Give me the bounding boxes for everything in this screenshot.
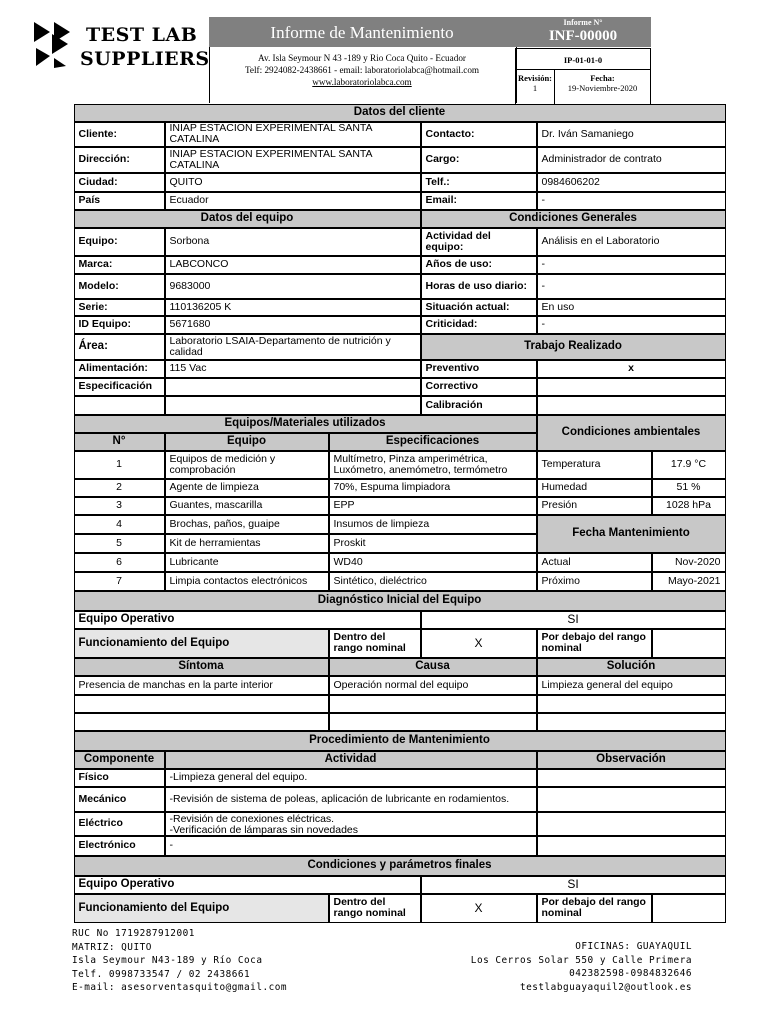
criticidad-label: Criticidad: <box>421 316 537 334</box>
final-debajo-mark <box>652 894 726 923</box>
modelo-label: Modelo: <box>74 274 165 299</box>
col-header-causa: Causa <box>329 658 537 676</box>
equipo-value: Sorbona <box>165 228 421 256</box>
electronico-activity: - <box>165 836 537 856</box>
header-address: Av. Isla Seymour N 43 -189 y Rio Coca Quito - Ecuador <box>258 53 466 63</box>
equipment-section-title: Datos del equipo <box>74 210 421 228</box>
blank-cell <box>329 695 537 713</box>
contacto-label: Contacto: <box>421 122 537 147</box>
electrico-label: Eléctrico <box>74 812 165 836</box>
cargo-label: Cargo: <box>421 147 537 173</box>
fisico-label: Físico <box>74 769 165 787</box>
material-number: 6 <box>74 553 165 572</box>
col-header-number: N° <box>74 433 165 451</box>
especificacion-label: Especificación <box>74 378 165 396</box>
situacion-value: En uso <box>537 299 726 316</box>
diag-dentro-mark: X <box>421 629 537 658</box>
col-header-solucion: Solución <box>537 658 726 676</box>
material-equipo: Lubricante <box>165 553 329 572</box>
mecanico-observation <box>537 787 726 812</box>
temperatura-label: Temperatura <box>537 451 652 479</box>
material-equipo: Equipos de medición y comprobación <box>165 451 329 479</box>
diag-funcionamiento-label: Funcionamiento del Equipo <box>74 629 329 658</box>
fisico-activity: -Limpieza general del equipo. <box>165 769 537 787</box>
anos-label: Años de uso: <box>421 256 537 274</box>
serie-value: 110136205 K <box>165 299 421 316</box>
electrico-activity-line: -Verificación de lámparas sin novedades <box>169 823 359 836</box>
col-header-actividad: Actividad <box>165 751 537 769</box>
maint-date-section-title: Fecha Mantenimiento <box>537 515 726 553</box>
horas-value: - <box>537 274 726 299</box>
client-section-title: Datos del cliente <box>74 104 726 122</box>
cliente-value: INIAP ESTACION EXPERIMENTAL SANTA CATALINA <box>165 122 421 147</box>
ciudad-label: Ciudad: <box>74 173 165 192</box>
company-name-line2: SUPPLIERS <box>80 48 210 70</box>
revision-value: 1 <box>532 83 538 93</box>
preventivo-label: Preventivo <box>421 360 537 378</box>
blank-cell <box>74 713 329 731</box>
calibracion-mark <box>537 396 726 415</box>
telf-label: Telf.: <box>421 173 537 192</box>
diag-operativo-value: SI <box>421 611 726 629</box>
header-contact: Telf: 2924082-2438661 - email: laboratoriolabca@hotmail.com <box>244 65 480 75</box>
footer-offices: OFICINAS: GUAYAQUIL <box>575 941 692 952</box>
mecanico-activity: -Revisión de sistema de poleas, aplicación de lubricante en rodamientos. <box>165 787 537 812</box>
material-spec: Insumos de limpieza <box>329 515 537 534</box>
modelo-value: 9683000 <box>165 274 421 299</box>
final-funcionamiento-label: Funcionamiento del Equipo <box>74 894 329 923</box>
footer-left <box>72 927 287 995</box>
col-header-sintoma: Síntoma <box>74 658 329 676</box>
col-header-equipo: Equipo <box>165 433 329 451</box>
pais-value: Ecuador <box>165 192 421 210</box>
material-spec: EPP <box>329 497 537 515</box>
diagnosis-section-title: Diagnóstico Inicial del Equipo <box>74 591 726 611</box>
footer-office-address: Los Cerros Solar 550 y Calle Primera <box>470 954 692 966</box>
fisico-observation <box>537 769 726 787</box>
material-spec: Proskit <box>329 534 537 553</box>
report-title: Informe de Mantenimiento <box>209 17 515 47</box>
causa-value: Operación normal del equipo <box>329 676 537 695</box>
material-spec: Multímetro, Pinza amperimétrica, Luxómetro, anemómetro, termómetro <box>329 451 537 479</box>
presion-label: Presión <box>537 497 652 515</box>
material-spec: WD40 <box>329 553 537 572</box>
document-code: IP-01-01-0 <box>515 48 651 70</box>
material-number: 2 <box>74 479 165 497</box>
report-number-label: Informe N° <box>563 18 603 27</box>
especificacion-value <box>165 378 421 396</box>
pais-label: País <box>74 192 165 210</box>
col-header-especificaciones: Especificaciones <box>329 433 537 451</box>
blank-cell <box>537 695 726 713</box>
email-value: - <box>537 192 726 210</box>
equipo-label: Equipo: <box>74 228 165 256</box>
marca-value: LABCONCO <box>165 256 421 274</box>
col-header-componente: Componente <box>74 751 165 769</box>
presion-value: 1028 hPa <box>652 497 726 515</box>
blank-cell <box>74 695 329 713</box>
electronico-observation <box>537 836 726 856</box>
direccion-label: Dirección: <box>74 147 165 173</box>
material-equipo: Agente de limpieza <box>165 479 329 497</box>
report-number: INF-00000 <box>548 28 618 44</box>
alimentacion-label: Alimentación: <box>74 360 165 378</box>
material-number: 4 <box>74 515 165 534</box>
situacion-label: Situación actual: <box>421 299 537 316</box>
electronico-label: Electrónico <box>74 836 165 856</box>
ambient-section-title: Condiciones ambientales <box>537 415 726 451</box>
electrico-activity <box>165 812 537 836</box>
material-number: 3 <box>74 497 165 515</box>
solucion-value: Limpieza general del equipo <box>537 676 726 695</box>
electrico-activity-line: -Revisión de conexiones eléctricas. <box>169 812 335 825</box>
marca-label: Marca: <box>74 256 165 274</box>
correctivo-mark <box>537 378 726 396</box>
mecanico-label: Mecánico <box>74 787 165 812</box>
date-label: Fecha: <box>590 73 615 83</box>
calibracion-label: Calibración <box>421 396 537 415</box>
proximo-value: Mayo-2021 <box>652 572 726 591</box>
actividad-label: Actividad del equipo: <box>421 228 537 256</box>
diag-operativo-label: Equipo Operativo <box>74 611 421 629</box>
general-section-title: Condiciones Generales <box>421 210 726 228</box>
cliente-label: Cliente: <box>74 122 165 147</box>
blank-cell <box>165 396 421 415</box>
company-name-line1: TEST LAB <box>86 24 198 46</box>
criticidad-value: - <box>537 316 726 334</box>
materials-section-title: Equipos/Materiales utilizados <box>74 415 537 433</box>
diag-debajo-mark <box>652 629 726 658</box>
blank-cell <box>329 713 537 731</box>
revision-label: Revisión: <box>518 73 552 83</box>
final-operativo-label: Equipo Operativo <box>74 876 421 894</box>
cargo-value: Administrador de contrato <box>537 147 726 173</box>
horas-label: Horas de uso diario: <box>421 274 537 299</box>
material-number: 7 <box>74 572 165 591</box>
footer-ruc: RUC No 1719287912001 <box>72 928 195 939</box>
email-label: Email: <box>421 192 537 210</box>
material-equipo: Kit de herramientas <box>165 534 329 553</box>
final-dentro-label: Dentro del rango nominal <box>329 894 421 923</box>
direccion-value: INIAP ESTACION EXPERIMENTAL SANTA CATALINA <box>165 147 421 173</box>
work-section-title: Trabajo Realizado <box>421 334 726 360</box>
actual-value: Nov-2020 <box>652 553 726 572</box>
procedure-section-title: Procedimiento de Mantenimiento <box>74 731 726 751</box>
area-label: Área: <box>74 334 165 360</box>
actividad-value: Análisis en el Laboratorio <box>537 228 726 256</box>
serie-label: Serie: <box>74 299 165 316</box>
anos-value: - <box>537 256 726 274</box>
material-equipo: Guantes, mascarilla <box>165 497 329 515</box>
humedad-value: 51 % <box>652 479 726 497</box>
material-equipo: Limpia contactos electrónicos <box>165 572 329 591</box>
electrico-observation <box>537 812 726 836</box>
material-number: 5 <box>74 534 165 553</box>
col-header-observacion: Observación <box>537 751 726 769</box>
id-equipo-value: 5671680 <box>165 316 421 334</box>
header-website-link[interactable]: www.laboratoriolabca.com <box>312 77 412 87</box>
correctivo-label: Correctivo <box>421 378 537 396</box>
final-operativo-value: SI <box>421 876 726 894</box>
id-equipo-label: ID Equipo: <box>74 316 165 334</box>
blank-cell <box>537 713 726 731</box>
date-value: 19-Noviembre-2020 <box>567 83 638 93</box>
footer-office-phone: 042382598-0984832646 <box>569 968 692 979</box>
blank-cell <box>74 396 165 415</box>
telf-value: 0984606202 <box>537 173 726 192</box>
diag-dentro-label: Dentro del rango nominal <box>329 629 421 658</box>
ciudad-value: QUITO <box>165 173 421 192</box>
footer-office-email: testlabguayaquil2@outlook.es <box>519 981 692 993</box>
final-dentro-mark: X <box>421 894 537 923</box>
final-section-title: Condiciones y parámetros finales <box>74 856 726 876</box>
footer-matriz: MATRIZ: QUITO <box>72 941 152 953</box>
humedad-label: Humedad <box>537 479 652 497</box>
material-spec: Sintético, dieléctrico <box>329 572 537 591</box>
footer-email: E-mail: asesorventasquito@gmail.com <box>72 982 288 993</box>
final-debajo-label: Por debajo del rango nominal <box>537 894 652 923</box>
contacto-value: Dr. Iván Samaniego <box>537 122 726 147</box>
material-equipo: Brochas, paños, guaipe <box>165 515 329 534</box>
sintoma-value: Presencia de manchas en la parte interior <box>74 676 329 695</box>
material-spec: 70%, Espuma limpiadora <box>329 479 537 497</box>
footer-right <box>471 940 692 994</box>
diag-debajo-label: Por debajo del rango nominal <box>537 629 652 658</box>
area-value: Laboratorio LSAIA-Departamento de nutrición y calidad <box>165 334 421 360</box>
preventivo-mark: x <box>537 360 726 378</box>
actual-label: Actual <box>537 553 652 572</box>
alimentacion-value: 115 Vac <box>165 360 421 378</box>
material-number: 1 <box>74 451 165 479</box>
footer-phone: Telf. 0998733547 / 02 2438661 <box>72 968 251 980</box>
proximo-label: Próximo <box>537 572 652 591</box>
temperatura-value: 17.9 °C <box>652 451 726 479</box>
footer-address: Isla Seymour N43-189 y Río Coca <box>72 955 263 966</box>
